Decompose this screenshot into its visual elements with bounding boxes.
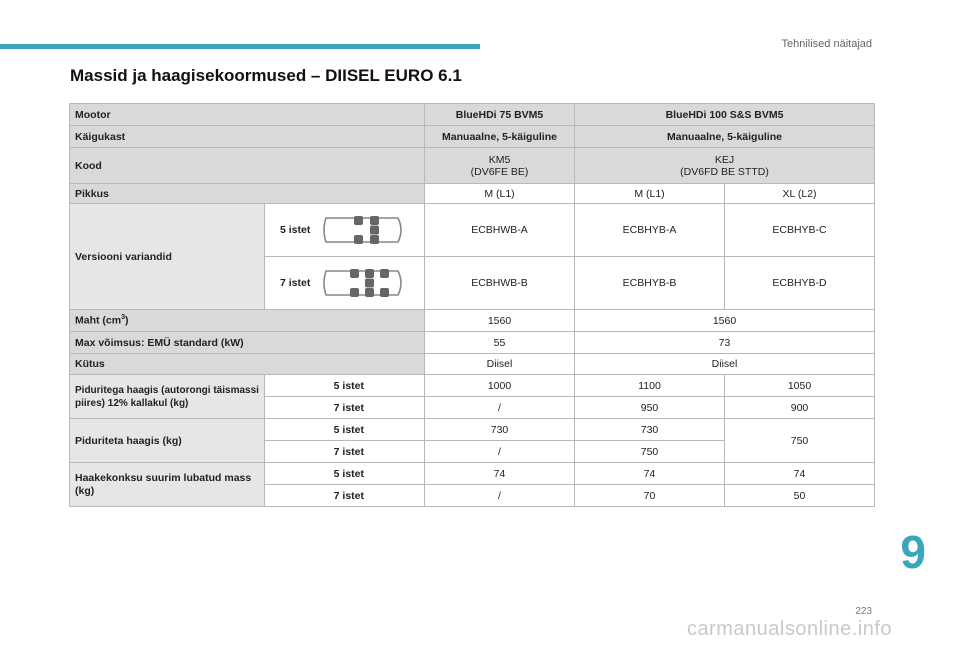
cell: ECBHYB-B: [575, 257, 725, 310]
cell: 55: [425, 332, 575, 354]
cell: Diisel: [425, 354, 575, 375]
cell-line: (DV6FE BE): [470, 165, 529, 178]
seat-label: 5 istet: [265, 375, 425, 397]
cell: Diisel: [575, 354, 875, 375]
cell-line: KEJ: [714, 153, 735, 166]
row-label: Max võimsus: EMÜ standard (kW): [70, 332, 425, 354]
cell: 730: [575, 419, 725, 441]
row-label: Kood: [70, 148, 425, 184]
cell: 900: [725, 397, 875, 419]
seat-cell: [265, 204, 425, 257]
page-number: 223: [855, 606, 872, 617]
cell: M (L1): [425, 184, 575, 204]
cell: 74: [425, 463, 575, 485]
cell: 750: [725, 419, 875, 463]
row-label: Käigukast: [70, 126, 425, 148]
cell: ECBHWB-A: [425, 204, 575, 257]
row-label: Maht $(cm^3)$: [70, 310, 425, 332]
table-row: [70, 310, 875, 332]
row-label: Versiooni variandid: [70, 204, 265, 310]
page-title: Massid ja haagisekoormused – DIISEL EURO 6.1: [70, 66, 462, 85]
cell: 1100: [575, 375, 725, 397]
cell: 74: [575, 463, 725, 485]
table-row: [70, 204, 875, 257]
van-7-seats-icon: [320, 263, 406, 303]
section-label: Tehnilised näitajad: [781, 38, 872, 50]
cell: /: [425, 485, 575, 507]
chapter-number: 9: [900, 526, 926, 578]
cell: 50: [725, 485, 875, 507]
cell: /: [425, 397, 575, 419]
cell: 730: [425, 419, 575, 441]
row-label: Piduritega haagis (autorongi täismassi piires) 12% kallakul (kg): [70, 375, 265, 419]
cell: 1560: [425, 310, 575, 332]
cell: 1560: [575, 310, 875, 332]
seat-label: 5 istet: [265, 419, 425, 441]
specs-table: [69, 103, 875, 507]
cell: 1050: [725, 375, 875, 397]
row-label: Piduriteta haagis (kg): [70, 419, 265, 463]
top-accent-bar: [0, 44, 480, 49]
cell: [425, 148, 575, 184]
table-row: [70, 148, 875, 184]
cell: 950: [575, 397, 725, 419]
cell: ECBHWB-B: [425, 257, 575, 310]
cell-line: KM5: [488, 153, 511, 166]
cell: XL (L2): [725, 184, 875, 204]
seat-label: 7 istet: [280, 277, 311, 289]
cell: Manuaalne, 5-käiguline: [425, 126, 575, 148]
watermark: carmanualsonline.info: [686, 618, 892, 640]
seat-label: 7 istet: [265, 441, 425, 463]
van-5-seats-icon: [320, 210, 406, 250]
cell: /: [425, 441, 575, 463]
table-row: [70, 354, 875, 375]
seat-label: 5 istet: [280, 224, 311, 236]
cell: BlueHDi 100 S&S BVM5: [575, 104, 875, 126]
seat-label: 7 istet: [265, 485, 425, 507]
table-row: [70, 184, 875, 204]
table-row: [70, 104, 875, 126]
seat-label: 7 istet: [265, 397, 425, 419]
cell: M (L1): [575, 184, 725, 204]
table-row: [70, 419, 875, 441]
cell: Manuaalne, 5-käiguline: [575, 126, 875, 148]
cell: [575, 148, 875, 184]
cell: 73: [575, 332, 875, 354]
cell: 1000: [425, 375, 575, 397]
cell: 750: [575, 441, 725, 463]
seat-label: 5 istet: [265, 463, 425, 485]
table-row: [70, 126, 875, 148]
row-label: Kütus: [70, 354, 425, 375]
table-row: [70, 332, 875, 354]
table-row: [70, 375, 875, 397]
seat-cell: [265, 257, 425, 310]
cell-line: (DV6FD BE STTD): [680, 165, 769, 178]
table-row: [70, 463, 875, 485]
cell: ECBHYB-D: [725, 257, 875, 310]
cell: 74: [725, 463, 875, 485]
row-label: Pikkus: [70, 184, 425, 204]
cell: ECBHYB-C: [725, 204, 875, 257]
cell: BlueHDi 75 BVM5: [425, 104, 575, 126]
row-label: Mootor: [70, 104, 425, 126]
cell: ECBHYB-A: [575, 204, 725, 257]
cell: 70: [575, 485, 725, 507]
row-label: Haakekonksu suurim lubatud mass (kg): [70, 463, 265, 507]
